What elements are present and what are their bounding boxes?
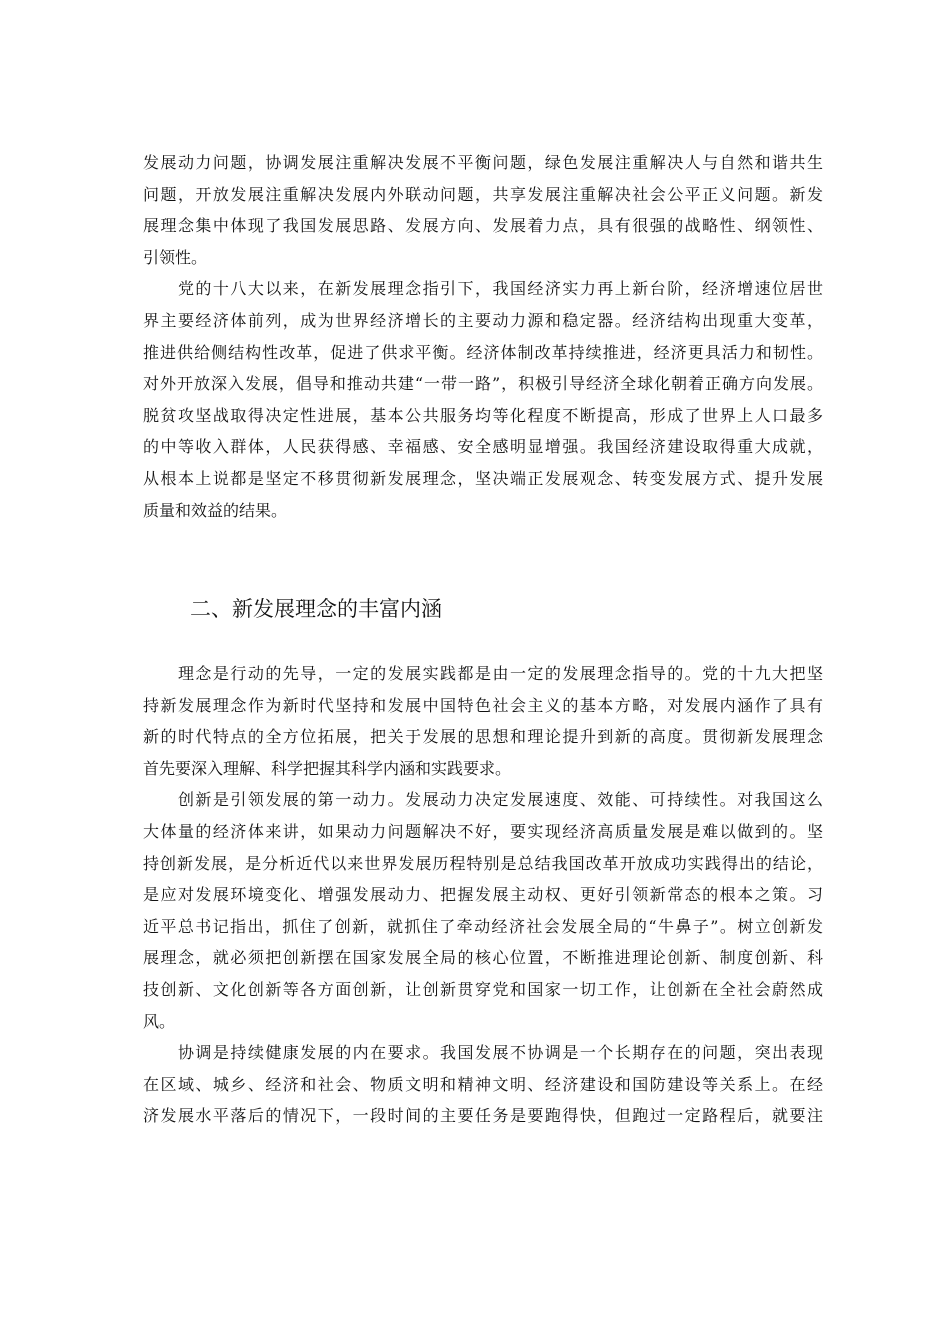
text-line: 界主要经济体前列，成为世界经济增长的主要动力源和稳定器。经济结构出现重大变革， bbox=[143, 310, 823, 330]
text-line: 近平总书记指出，抓住了创新，就抓住了牵动经济社会发展全局的“牛鼻子”。树立创新发 bbox=[143, 916, 823, 936]
text-line: 理念是行动的先导，一定的发展实践都是由一定的发展理念指导的。党的十九大把坚 bbox=[143, 664, 823, 683]
paragraph-4 bbox=[143, 784, 823, 1037]
text-line: 风。 bbox=[143, 1011, 176, 1031]
text-line: 展理念集中体现了我国发展思路、发展方向、发展着力点，具有很强的战略性、纲领性、 bbox=[143, 216, 823, 236]
text-line: 展理念，就必须把创新摆在国家发展全局的核心位置，不断推进理论创新、制度创新、科 bbox=[143, 948, 823, 968]
text-line: 问题，开放发展注重解决发展内外联动问题，共享发展注重解决社会公平正义问题。新发 bbox=[143, 184, 823, 204]
text-line: 持新发展理念作为新时代坚持和发展中国特色社会主义的基本方略，对发展内涵作了具有 bbox=[143, 695, 823, 715]
body-text-bottom bbox=[143, 658, 823, 1132]
text-line: 推进供给侧结构性改革，促进了供求平衡。经济体制改革持续推进，经济更具活力和韧性。 bbox=[143, 342, 823, 362]
text-line: 大体量的经济体来讲，如果动力问题解决不好，要实现经济高质量发展是难以做到的。坚 bbox=[143, 821, 823, 841]
text-line: 脱贫攻坚战取得决定性进展，基本公共服务均等化程度不断提高，形成了世界上人口最多 bbox=[143, 405, 823, 425]
paragraph-3 bbox=[143, 658, 823, 784]
text-line: 的中等收入群体，人民获得感、幸福感、安全感明显增强。我国经济建设取得重大成就， bbox=[143, 437, 823, 457]
paragraph-5 bbox=[143, 1037, 823, 1132]
text-line: 是应对发展环境变化、增强发展动力、把握发展主动权、更好引领新常态的根本之策。习 bbox=[143, 885, 823, 905]
text-line: 引领性。 bbox=[143, 247, 208, 267]
text-line: 首先要深入理解、科学把握其科学内涵和实践要求。 bbox=[143, 758, 512, 778]
text-line: 新的时代特点的全方位拓展，把关于发展的思想和理论提升到新的高度。贯彻新发展理念 bbox=[143, 727, 823, 747]
text-line: 技创新、文化创新等各方面创新，让创新贯穿党和国家一切工作，让创新在全社会蔚然成 bbox=[143, 979, 823, 999]
text-line: 质量和效益的结果。 bbox=[143, 500, 288, 520]
text-line: 持创新发展，是分析近代以来世界发展历程特别是总结我国改革开放成功实践得出的结论， bbox=[143, 853, 823, 873]
text-line: 创新是引领发展的第一动力。发展动力决定发展速度、效能、可持续性。对我国这么 bbox=[143, 790, 823, 810]
text-line: 协调是持续健康发展的内在要求。我国发展不协调是一个长期存在的问题，突出表现 bbox=[143, 1043, 823, 1063]
body-text-top bbox=[143, 147, 823, 526]
section-heading: 二、新发展理念的丰富内涵 bbox=[190, 597, 442, 621]
text-line: 济发展水平落后的情况下，一段时间的主要任务是要跑得快，但跑过一定路程后，就要注 bbox=[143, 1106, 823, 1126]
paragraph-2 bbox=[143, 273, 823, 526]
paragraph-1 bbox=[143, 147, 823, 273]
text-line: 发展动力问题，协调发展注重解决发展不平衡问题，绿色发展注重解决人与自然和谐共生 bbox=[143, 153, 823, 172]
text-line: 对外开放深入发展，倡导和推动共建“一带一路”，积极引导经济全球化朝着正确方向发展。 bbox=[143, 374, 823, 394]
text-line: 从根本上说都是坚定不移贯彻新发展理念，坚决端正发展观念、转变发展方式、提升发展 bbox=[143, 468, 823, 488]
text-line: 党的十八大以来，在新发展理念指引下，我国经济实力再上新台阶，经济增速位居世 bbox=[143, 279, 823, 299]
text-line: 在区域、城乡、经济和社会、物质文明和精神文明、经济建设和国防建设等关系上。在经 bbox=[143, 1074, 823, 1094]
